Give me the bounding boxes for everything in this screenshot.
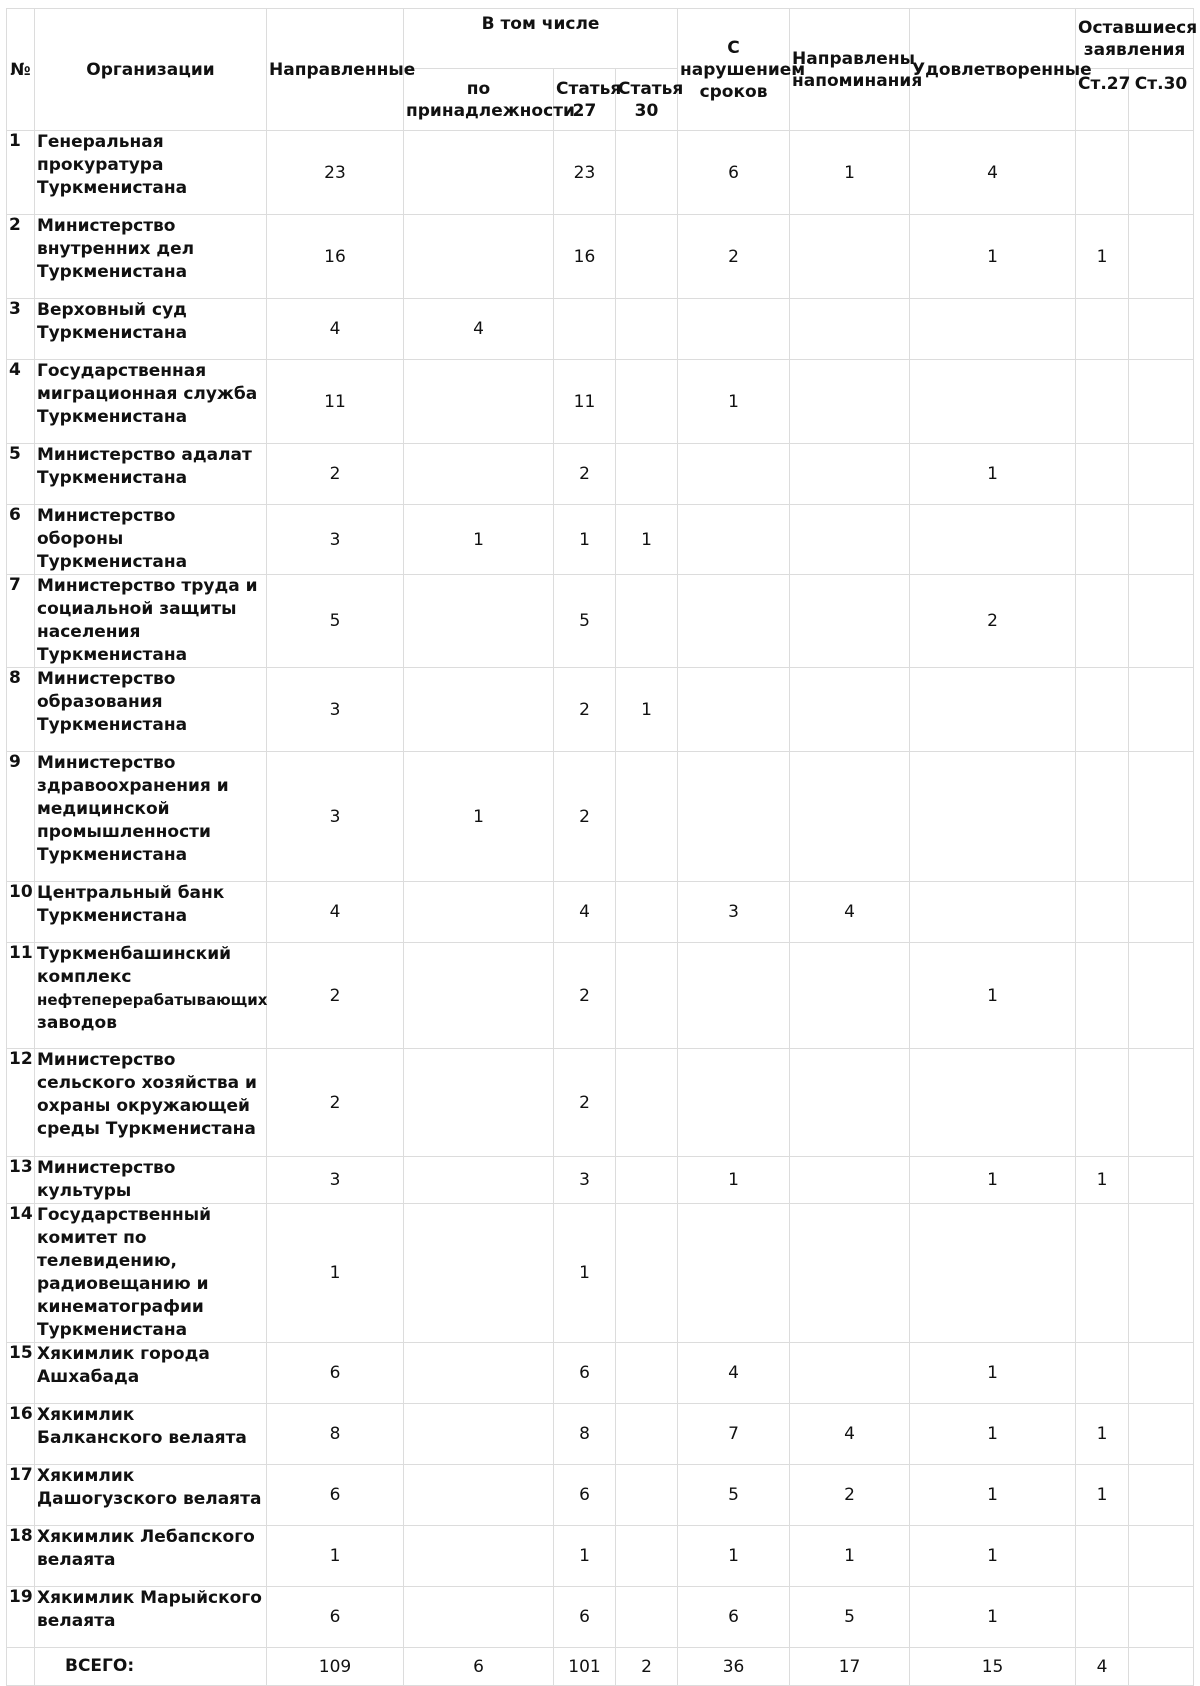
- cell-a27: 23: [554, 131, 616, 215]
- cell-viol: [678, 1049, 790, 1157]
- row-number: 3: [7, 299, 35, 360]
- cell-a30: [616, 131, 678, 215]
- header-remaining: Оставшиеся заявления: [1076, 9, 1194, 69]
- cell-a27: 1: [554, 1526, 616, 1587]
- cell-aff: [404, 1157, 554, 1204]
- cell-r27: [1076, 444, 1129, 505]
- table-row: [7, 1526, 1194, 1587]
- cell-aff: [404, 1465, 554, 1526]
- cell-remind: [790, 575, 910, 668]
- cell-remind: [790, 943, 910, 1049]
- cell-viol: 6: [678, 1587, 790, 1648]
- cell-sat: [910, 668, 1076, 752]
- organization-name: Министерство здравоохранения и медицинской промышленности Туркменистана: [35, 752, 267, 882]
- organization-name: Министерство адалат Туркменистана: [35, 444, 267, 505]
- cell-sent: 23: [267, 131, 404, 215]
- cell-viol: 1: [678, 1157, 790, 1204]
- cell-aff: [404, 1049, 554, 1157]
- cell-a30: [616, 882, 678, 943]
- header-reminders-sent: Направлены напоминания: [790, 9, 910, 131]
- cell-r27: 1: [1076, 1465, 1129, 1526]
- header-sent: Направленные: [267, 9, 404, 131]
- cell-remind: 4: [790, 882, 910, 943]
- cell-a30: [616, 360, 678, 444]
- total-sat: 15: [910, 1648, 1076, 1686]
- cell-viol: 5: [678, 1465, 790, 1526]
- table-header: [7, 9, 1198, 131]
- cell-r27: [1076, 752, 1129, 882]
- cell-sat: 1: [910, 1157, 1076, 1204]
- cell-r30: [1129, 1049, 1194, 1157]
- header-article-27: Статья 27: [554, 69, 616, 131]
- table-row: [7, 1465, 1194, 1526]
- cell-sat: 1: [910, 1404, 1076, 1465]
- cell-sat: 1: [910, 215, 1076, 299]
- cell-remind: [790, 360, 910, 444]
- table-row: [7, 444, 1194, 505]
- cell-r30: [1129, 131, 1194, 215]
- cell-r27: [1076, 1049, 1129, 1157]
- organization-name: Верховный суд Туркменистана: [35, 299, 267, 360]
- cell-aff: [404, 575, 554, 668]
- row-number: 7: [7, 575, 35, 668]
- cell-aff: [404, 1404, 554, 1465]
- cell-a27: 1: [554, 505, 616, 575]
- cell-sent: 5: [267, 575, 404, 668]
- cell-r30: [1129, 1526, 1194, 1587]
- cell-viol: [678, 1204, 790, 1343]
- table-row: [7, 1204, 1194, 1343]
- row-number: 18: [7, 1526, 35, 1587]
- cell-a27: 2: [554, 1049, 616, 1157]
- cell-sat: 1: [910, 1343, 1076, 1404]
- cell-sent: 3: [267, 1157, 404, 1204]
- cell-sent: 4: [267, 299, 404, 360]
- cell-sat: 1: [910, 1526, 1076, 1587]
- table-row: [7, 1049, 1194, 1157]
- cell-remind: 1: [790, 131, 910, 215]
- cell-a27: 4: [554, 882, 616, 943]
- cell-viol: 4: [678, 1343, 790, 1404]
- cell-a30: [616, 1587, 678, 1648]
- cell-sat: 1: [910, 1465, 1076, 1526]
- cell-r27: [1076, 575, 1129, 668]
- total-remind: 17: [790, 1648, 910, 1686]
- cell-aff: 1: [404, 752, 554, 882]
- table-row: [7, 575, 1194, 668]
- cell-viol: 7: [678, 1404, 790, 1465]
- cell-remind: [790, 444, 910, 505]
- cell-r30: [1129, 1157, 1194, 1204]
- cell-viol: [678, 575, 790, 668]
- cell-a27: [554, 299, 616, 360]
- cell-viol: [678, 943, 790, 1049]
- total-number-cell: [7, 1648, 35, 1686]
- cell-a27: 6: [554, 1343, 616, 1404]
- cell-sent: 6: [267, 1465, 404, 1526]
- total-aff: 6: [404, 1648, 554, 1686]
- cell-sat: [910, 882, 1076, 943]
- cell-sat: [910, 505, 1076, 575]
- cell-viol: [678, 299, 790, 360]
- cell-a27: 5: [554, 575, 616, 668]
- organization-name: Хякимлик Марыйского велаята: [35, 1587, 267, 1648]
- row-number: 12: [7, 1049, 35, 1157]
- cell-remind: 5: [790, 1587, 910, 1648]
- cell-r27: [1076, 1587, 1129, 1648]
- total-row: [7, 1648, 1194, 1686]
- cell-viol: [678, 505, 790, 575]
- header-remaining-st30: Ст.30: [1129, 69, 1194, 131]
- cell-r27: [1076, 131, 1129, 215]
- cell-sent: 2: [267, 943, 404, 1049]
- organization-name: Хякимлик Дашогузского велаята: [35, 1465, 267, 1526]
- cell-r27: [1076, 668, 1129, 752]
- cell-r30: [1129, 1465, 1194, 1526]
- row-number: 15: [7, 1343, 35, 1404]
- cell-r30: [1129, 668, 1194, 752]
- cell-sent: 2: [267, 444, 404, 505]
- table-row: [7, 752, 1194, 882]
- cell-aff: [404, 1343, 554, 1404]
- cell-a27: 6: [554, 1465, 616, 1526]
- cell-aff: [404, 882, 554, 943]
- statistics-table: [6, 8, 1198, 1686]
- row-number: 4: [7, 360, 35, 444]
- cell-a30: [616, 1465, 678, 1526]
- cell-a30: [616, 943, 678, 1049]
- row-number: 17: [7, 1465, 35, 1526]
- organization-name: Хякимлик Лебапского велаята: [35, 1526, 267, 1587]
- cell-aff: [404, 1204, 554, 1343]
- cell-r30: [1129, 575, 1194, 668]
- cell-r27: 1: [1076, 1157, 1129, 1204]
- cell-r30: [1129, 1204, 1194, 1343]
- organization-name-part: Туркменбашинский комплекс: [37, 944, 232, 987]
- cell-r30: [1129, 505, 1194, 575]
- table-row: [7, 943, 1194, 1049]
- cell-a27: 8: [554, 1404, 616, 1465]
- cell-viol: [678, 668, 790, 752]
- row-number: 6: [7, 505, 35, 575]
- cell-sat: [910, 360, 1076, 444]
- cell-sent: 3: [267, 505, 404, 575]
- cell-a30: [616, 215, 678, 299]
- cell-remind: [790, 752, 910, 882]
- cell-a27: 16: [554, 215, 616, 299]
- cell-r27: 1: [1076, 1404, 1129, 1465]
- cell-r30: [1129, 1343, 1194, 1404]
- cell-aff: 4: [404, 299, 554, 360]
- table-row: [7, 882, 1194, 943]
- cell-sat: 1: [910, 943, 1076, 1049]
- cell-r30: [1129, 299, 1194, 360]
- organization-name: Центральный банк Туркменистана: [35, 882, 267, 943]
- cell-remind: [790, 1157, 910, 1204]
- organization-name: Министерство культуры: [35, 1157, 267, 1204]
- row-number: 14: [7, 1204, 35, 1343]
- cell-a30: [616, 1404, 678, 1465]
- cell-sat: [910, 752, 1076, 882]
- cell-a27: 2: [554, 668, 616, 752]
- row-number: 5: [7, 444, 35, 505]
- row-number: 19: [7, 1587, 35, 1648]
- header-deadline-violation: С нарушением сроков: [678, 9, 790, 131]
- cell-r30: [1129, 360, 1194, 444]
- cell-a30: [616, 1049, 678, 1157]
- row-number: 11: [7, 943, 35, 1049]
- row-number: 2: [7, 215, 35, 299]
- cell-viol: [678, 444, 790, 505]
- table-row: [7, 668, 1194, 752]
- organization-name: Министерство образования Туркменистана: [35, 668, 267, 752]
- cell-r30: [1129, 1587, 1194, 1648]
- table-row: [7, 360, 1194, 444]
- cell-a30: [616, 1526, 678, 1587]
- total-viol: 36: [678, 1648, 790, 1686]
- cell-remind: 2: [790, 1465, 910, 1526]
- cell-sat: 4: [910, 131, 1076, 215]
- cell-aff: [404, 360, 554, 444]
- table-body: [7, 131, 1194, 1686]
- cell-a27: 2: [554, 444, 616, 505]
- cell-viol: [678, 752, 790, 882]
- organization-name: Министерство обороны Туркменистана: [35, 505, 267, 575]
- row-number: 9: [7, 752, 35, 882]
- cell-remind: [790, 668, 910, 752]
- cell-sent: 6: [267, 1343, 404, 1404]
- total-r27: 4: [1076, 1648, 1129, 1686]
- cell-remind: [790, 299, 910, 360]
- cell-viol: 2: [678, 215, 790, 299]
- cell-remind: [790, 1343, 910, 1404]
- cell-sent: 2: [267, 1049, 404, 1157]
- cell-a30: 1: [616, 668, 678, 752]
- cell-remind: 1: [790, 1526, 910, 1587]
- total-sent: 109: [267, 1648, 404, 1686]
- cell-r27: [1076, 1343, 1129, 1404]
- organization-name: [35, 943, 267, 1049]
- organization-name-part: нефтеперерабатывающих: [37, 991, 268, 1009]
- cell-r27: [1076, 943, 1129, 1049]
- organization-name-part: заводов: [37, 1013, 117, 1033]
- total-r30: [1129, 1648, 1194, 1686]
- cell-a30: [616, 299, 678, 360]
- header-organizations: Организации: [35, 9, 267, 131]
- cell-a30: [616, 1343, 678, 1404]
- organization-name: Министерство труда и социальной защиты населения Туркменистана: [35, 575, 267, 668]
- row-number: 8: [7, 668, 35, 752]
- cell-r27: 1: [1076, 215, 1129, 299]
- cell-sent: 3: [267, 752, 404, 882]
- cell-r30: [1129, 215, 1194, 299]
- table-row: [7, 505, 1194, 575]
- cell-sat: 2: [910, 575, 1076, 668]
- cell-viol: 1: [678, 1526, 790, 1587]
- header-remaining-st27: Ст.27: [1076, 69, 1129, 131]
- total-label: ВСЕГО:: [35, 1648, 267, 1686]
- cell-a30: 1: [616, 505, 678, 575]
- cell-a30: [616, 575, 678, 668]
- cell-aff: 1: [404, 505, 554, 575]
- cell-sent: 4: [267, 882, 404, 943]
- cell-remind: [790, 215, 910, 299]
- header-article-30: Статья 30: [616, 69, 678, 131]
- table-row: [7, 1404, 1194, 1465]
- cell-r27: [1076, 299, 1129, 360]
- organization-name: Государственная миграционная служба Туркменистана: [35, 360, 267, 444]
- cell-viol: 6: [678, 131, 790, 215]
- cell-sent: 16: [267, 215, 404, 299]
- cell-sat: [910, 1204, 1076, 1343]
- cell-a27: 1: [554, 1204, 616, 1343]
- organization-name: Министерство внутренних дел Туркменистана: [35, 215, 267, 299]
- cell-remind: 4: [790, 1404, 910, 1465]
- cell-aff: [404, 668, 554, 752]
- cell-sat: [910, 299, 1076, 360]
- table-row: [7, 1157, 1194, 1204]
- cell-a27: 2: [554, 752, 616, 882]
- cell-sent: 3: [267, 668, 404, 752]
- table-row: [7, 131, 1194, 215]
- cell-sat: 1: [910, 1587, 1076, 1648]
- row-number: 10: [7, 882, 35, 943]
- cell-r27: [1076, 360, 1129, 444]
- cell-remind: [790, 1204, 910, 1343]
- cell-sat: 1: [910, 444, 1076, 505]
- cell-sent: 6: [267, 1587, 404, 1648]
- row-number: 1: [7, 131, 35, 215]
- cell-r27: [1076, 1526, 1129, 1587]
- cell-a27: 3: [554, 1157, 616, 1204]
- cell-r30: [1129, 1404, 1194, 1465]
- table-row: [7, 299, 1194, 360]
- table-row: [7, 1343, 1194, 1404]
- cell-r30: [1129, 943, 1194, 1049]
- total-a30: 2: [616, 1648, 678, 1686]
- cell-a30: [616, 444, 678, 505]
- cell-sent: 1: [267, 1204, 404, 1343]
- cell-remind: [790, 1049, 910, 1157]
- table-row: [7, 1587, 1194, 1648]
- cell-a27: 11: [554, 360, 616, 444]
- cell-r30: [1129, 752, 1194, 882]
- cell-aff: [404, 444, 554, 505]
- header-number: №: [7, 9, 35, 131]
- cell-r27: [1076, 882, 1129, 943]
- cell-aff: [404, 215, 554, 299]
- organization-name: Государственный комитет по телевидению, радиовещанию и кинематографии Туркменистана: [35, 1204, 267, 1343]
- header-satisfied: Удовлетворенные: [910, 9, 1076, 131]
- cell-aff: [404, 1526, 554, 1587]
- cell-viol: 3: [678, 882, 790, 943]
- row-number: 16: [7, 1404, 35, 1465]
- cell-r27: [1076, 505, 1129, 575]
- total-a27: 101: [554, 1648, 616, 1686]
- cell-a27: 2: [554, 943, 616, 1049]
- cell-sent: 1: [267, 1526, 404, 1587]
- cell-sat: [910, 1049, 1076, 1157]
- cell-sent: 11: [267, 360, 404, 444]
- cell-viol: 1: [678, 360, 790, 444]
- cell-a27: 6: [554, 1587, 616, 1648]
- row-number: 13: [7, 1157, 35, 1204]
- cell-r27: [1076, 1204, 1129, 1343]
- organization-name: Министерство сельского хозяйства и охраны окружающей среды Туркменистана: [35, 1049, 267, 1157]
- cell-remind: [790, 505, 910, 575]
- cell-sent: 8: [267, 1404, 404, 1465]
- header-by-affiliation: по принадлежности: [404, 69, 554, 131]
- cell-aff: [404, 943, 554, 1049]
- cell-a30: [616, 752, 678, 882]
- organization-name: Хякимлик города Ашхабада: [35, 1343, 267, 1404]
- cell-r30: [1129, 444, 1194, 505]
- header-including: В том числе: [404, 9, 678, 69]
- cell-aff: [404, 131, 554, 215]
- cell-r30: [1129, 882, 1194, 943]
- table-row: [7, 215, 1194, 299]
- cell-a30: [616, 1204, 678, 1343]
- cell-aff: [404, 1587, 554, 1648]
- organization-name: Хякимлик Балканского велаята: [35, 1404, 267, 1465]
- organization-name: Генеральная прокуратура Туркменистана: [35, 131, 267, 215]
- cell-a30: [616, 1157, 678, 1204]
